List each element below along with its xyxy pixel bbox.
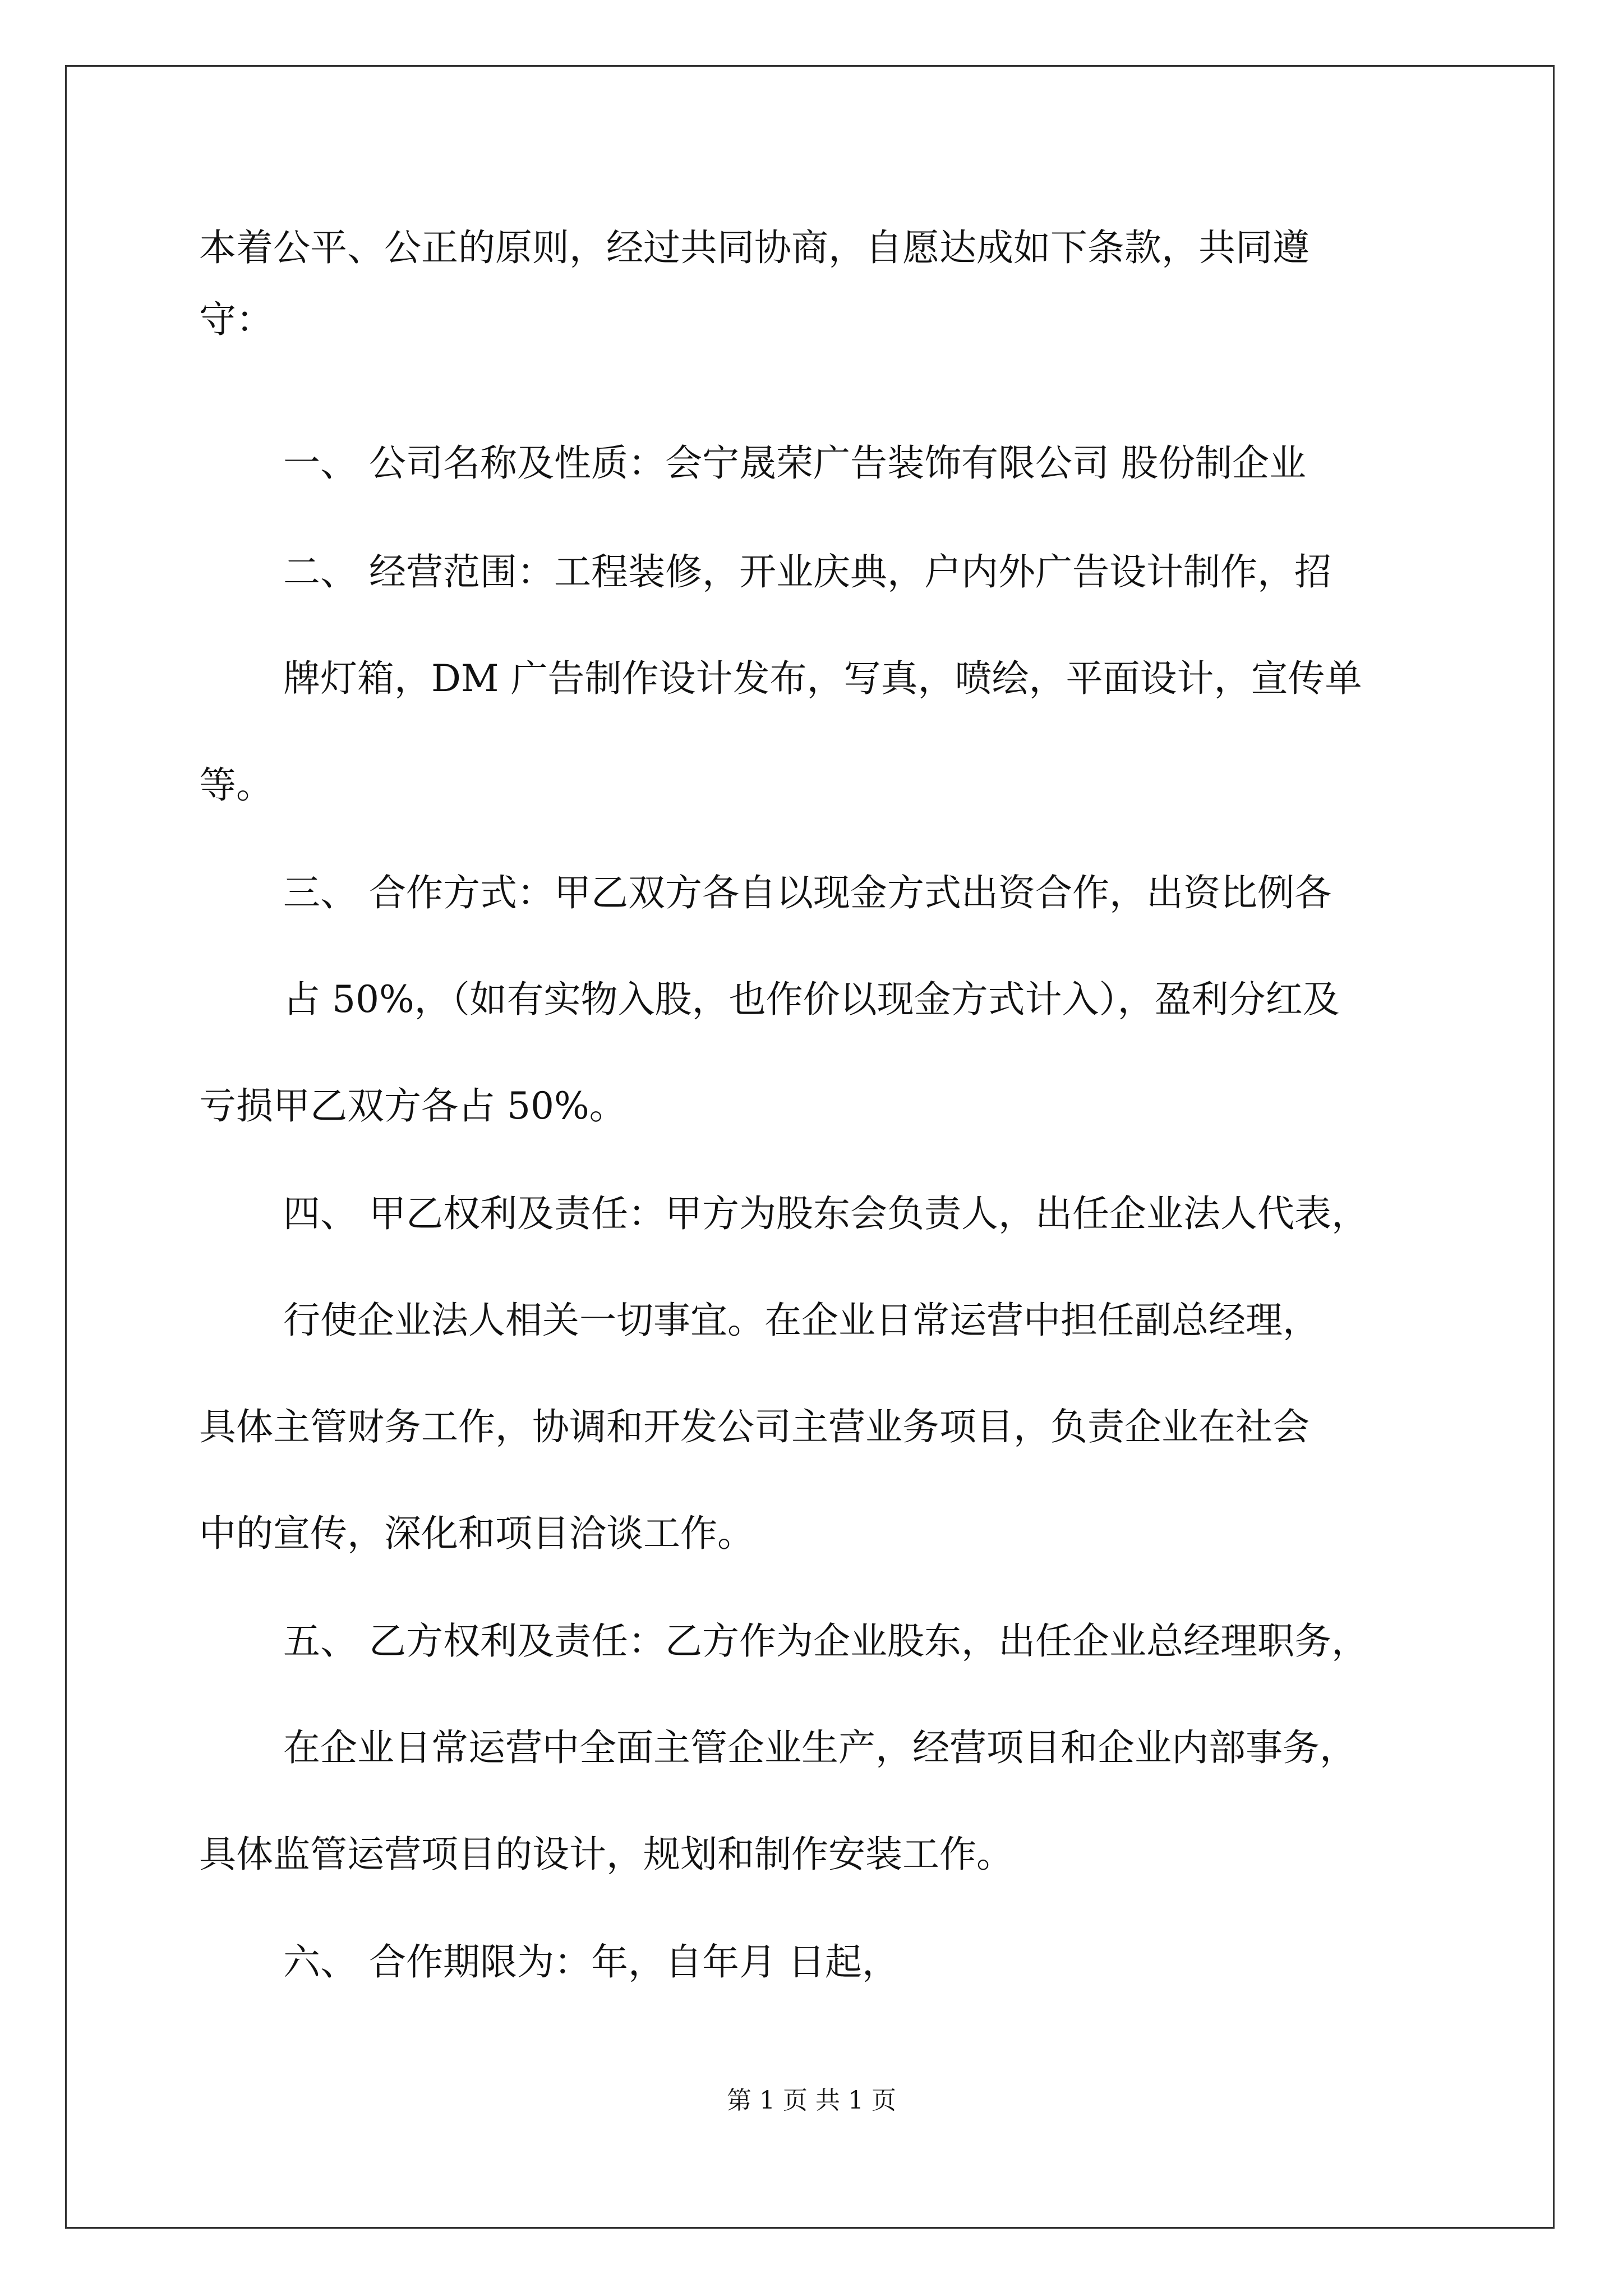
- clause-6-line: 六、 合作期限为：年，自年月 日起，: [283, 1940, 899, 1984]
- clause-5-line-1: 五、 乙方权利及责任：乙方作为企业股东，出任企业总经理职务，: [283, 1619, 1368, 1663]
- clause-2-line-1: 二、 经营范围：工程装修，开业庆典，户内外广告设计制作，招: [283, 550, 1331, 593]
- text-line-1: 本着公平、公正的原则，经过共同协商，自愿达成如下条款，共同遵: [199, 226, 1310, 269]
- page-number-footer: 第 1 页 共 1 页: [727, 2086, 896, 2115]
- clause-2-line-3: 等。: [199, 763, 273, 807]
- clause-4-line-2: 行使企业法人相关一切事宜。在企业日常运营中担任副总经理，: [283, 1299, 1320, 1342]
- clause-4-line-1: 四、 甲乙权利及责任：甲方为股东会负责人，出任企业法人代表，: [283, 1192, 1368, 1235]
- clause-2-line-2: 牌灯箱，DM 广告制作设计发布，写真，喷绘，平面设计，宣传单: [283, 657, 1362, 700]
- clause-4-line-3: 具体主管财务工作，协调和开发公司主营业务项目，负责企业在社会: [199, 1405, 1310, 1448]
- clause-3-line-3: 亏损甲乙双方各占 50%。: [199, 1084, 626, 1128]
- clause-5-line-3: 具体监管运营项目的设计，规划和制作安装工作。: [199, 1833, 1013, 1876]
- clause-5-line-2: 在企业日常运营中全面主管企业生产，经营项目和企业内部事务，: [283, 1726, 1357, 1769]
- clause-1-line: 一、 公司名称及性质：会宁晟荣广告装饰有限公司 股份制企业: [283, 441, 1306, 485]
- clause-3-line-1: 三、 合作方式：甲乙双方各自以现金方式出资合作，出资比例各: [283, 871, 1331, 914]
- clause-3-line-2: 占 50%，（如有实物入股，也作价以现金方式计入），盈利分红及: [283, 978, 1340, 1021]
- text-line-2: 守：: [199, 298, 273, 341]
- page-frame: [65, 65, 1555, 2229]
- clause-4-line-4: 中的宣传，深化和项目洽谈工作。: [199, 1512, 754, 1555]
